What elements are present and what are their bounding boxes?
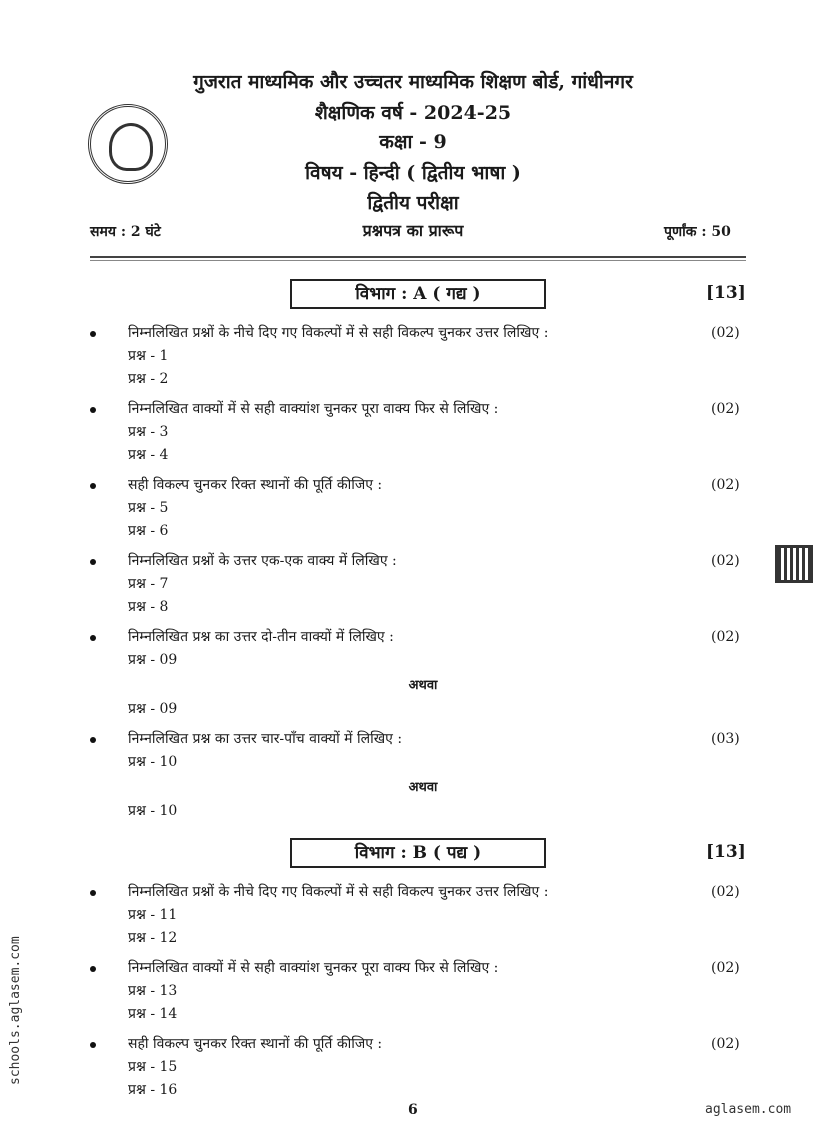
section-b <box>0 838 826 1102</box>
qr-code <box>775 545 813 583</box>
instruction-line <box>0 398 826 421</box>
watermark-right: aglasem.com <box>705 1102 792 1117</box>
question-group <box>0 322 826 391</box>
question-marks: (02) <box>711 629 740 645</box>
question-group <box>0 398 826 467</box>
time-label: समय : 2 घंटे <box>90 224 161 240</box>
question-marks: (02) <box>711 960 740 976</box>
section-header <box>0 838 826 874</box>
header-divider <box>90 256 746 261</box>
question-marks: (02) <box>711 1036 740 1052</box>
page-number: 6 <box>408 1102 418 1118</box>
question-label: प्रश्न - 5 <box>128 500 169 516</box>
question-label: प्रश्न - 1 <box>128 348 169 364</box>
exam-name: द्वितीय परीक्षा <box>367 192 459 214</box>
question-group <box>0 728 826 823</box>
bullet-icon <box>90 559 96 565</box>
board-name: गुजरात माध्यमिक और उच्चतर माध्यमिक शिक्षण बोर्ड, गांधीनगर <box>193 71 633 93</box>
question-marks: (03) <box>711 731 740 747</box>
question-label: प्रश्न - 12 <box>128 930 178 946</box>
bullet-icon <box>90 407 96 413</box>
question-marks: (02) <box>711 553 740 569</box>
section-marks: [13] <box>706 283 746 303</box>
question-item <box>0 421 826 444</box>
section-a <box>0 279 826 823</box>
question-label: प्रश्न - 6 <box>128 523 169 539</box>
question-item <box>0 520 826 543</box>
bullet-icon <box>90 737 96 743</box>
bullet-icon <box>90 890 96 896</box>
instruction-text: सही विकल्प चुनकर रिक्त स्थानों की पूर्ति कीजिए : <box>128 477 383 493</box>
instruction-text: सही विकल्प चुनकर रिक्त स्थानों की पूर्ति कीजिए : <box>128 1036 383 1052</box>
question-item <box>0 345 826 368</box>
instruction-text: निम्नलिखित प्रश्नों के नीचे दिए गए विकल्पों में से सही विकल्प चुनकर उत्तर लिखिए : <box>128 884 549 900</box>
question-label: प्रश्न - 10 <box>128 803 178 819</box>
academic-year: शैक्षणिक वर्ष - 2024-25 <box>314 102 512 124</box>
question-label: प्रश्न - 09 <box>128 652 178 668</box>
question-group <box>0 881 826 950</box>
or-label: अथवा <box>408 678 438 693</box>
question-label: प्रश्न - 09 <box>128 701 178 717</box>
instruction-line <box>0 881 826 904</box>
class: कक्षा - 9 <box>379 131 447 153</box>
question-marks: (02) <box>711 401 740 417</box>
question-group <box>0 474 826 543</box>
question-item <box>0 800 826 823</box>
question-group <box>0 550 826 619</box>
section-header <box>0 279 826 315</box>
question-item <box>0 596 826 619</box>
instruction-line <box>0 550 826 573</box>
question-item <box>0 904 826 927</box>
question-item <box>0 1003 826 1026</box>
subject: विषय - हिन्दी ( द्वितीय भाषा ) <box>305 162 521 184</box>
instruction-text: निम्नलिखित प्रश्न का उत्तर दो-तीन वाक्यों में लिखिए : <box>128 629 394 645</box>
bullet-icon <box>90 1042 96 1048</box>
section-title: विभाग : A ( गद्य ) <box>290 279 546 309</box>
instruction-line <box>0 1033 826 1056</box>
question-label: प्रश्न - 10 <box>128 754 178 770</box>
instruction-text: निम्नलिखित प्रश्नों के उत्तर एक-एक वाक्य में लिखिए : <box>128 553 397 569</box>
bullet-icon <box>90 483 96 489</box>
instruction-line <box>0 322 826 345</box>
question-marks: (02) <box>711 477 740 493</box>
question-marks: (02) <box>711 325 740 341</box>
question-label: प्रश्न - 11 <box>128 907 178 923</box>
instruction-line <box>0 957 826 980</box>
question-item <box>0 368 826 391</box>
instruction-line <box>0 474 826 497</box>
watermark-left: schools.aglasem.com <box>8 936 23 1085</box>
question-item <box>0 698 826 721</box>
instruction-line <box>0 728 826 751</box>
question-marks: (02) <box>711 884 740 900</box>
question-label: प्रश्न - 14 <box>128 1006 178 1022</box>
instruction-line <box>0 626 826 649</box>
question-item <box>0 1056 826 1079</box>
section-marks: [13] <box>706 842 746 862</box>
question-label: प्रश्न - 7 <box>128 576 169 592</box>
board-seal-logo <box>88 104 168 184</box>
question-group <box>0 1033 826 1102</box>
question-label: प्रश्न - 3 <box>128 424 169 440</box>
question-item <box>0 497 826 520</box>
question-item <box>0 649 826 672</box>
paper-title: प्रश्नपत्र का प्रारूप <box>362 221 464 240</box>
instruction-text: निम्नलिखित प्रश्न का उत्तर चार-पाँच वाक्यों में लिखिए : <box>128 731 403 747</box>
instruction-text: निम्नलिखित वाक्यों में से सही वाक्यांश चुनकर पूरा वाक्य फिर से लिखिए : <box>128 960 499 976</box>
bullet-icon <box>90 635 96 641</box>
question-item <box>0 927 826 950</box>
question-group <box>0 957 826 1026</box>
question-group <box>0 626 826 721</box>
total-marks: पूर्णांक : 50 <box>664 224 731 240</box>
or-label: अथवा <box>408 780 438 795</box>
question-item <box>0 751 826 774</box>
question-label: प्रश्न - 4 <box>128 447 169 463</box>
instruction-text: निम्नलिखित प्रश्नों के नीचे दिए गए विकल्पों में से सही विकल्प चुनकर उत्तर लिखिए : <box>128 325 549 341</box>
question-label: प्रश्न - 15 <box>128 1059 178 1075</box>
question-label: प्रश्न - 13 <box>128 983 178 999</box>
question-label: प्रश्न - 2 <box>128 371 169 387</box>
question-label: प्रश्न - 16 <box>128 1082 178 1098</box>
bullet-icon <box>90 331 96 337</box>
question-item <box>0 980 826 1003</box>
question-item <box>0 1079 826 1102</box>
bullet-icon <box>90 966 96 972</box>
section-title: विभाग : B ( पद्य ) <box>290 838 546 868</box>
question-item <box>0 444 826 467</box>
question-item <box>0 573 826 596</box>
instruction-text: निम्नलिखित वाक्यों में से सही वाक्यांश चुनकर पूरा वाक्य फिर से लिखिए : <box>128 401 499 417</box>
question-label: प्रश्न - 8 <box>128 599 169 615</box>
